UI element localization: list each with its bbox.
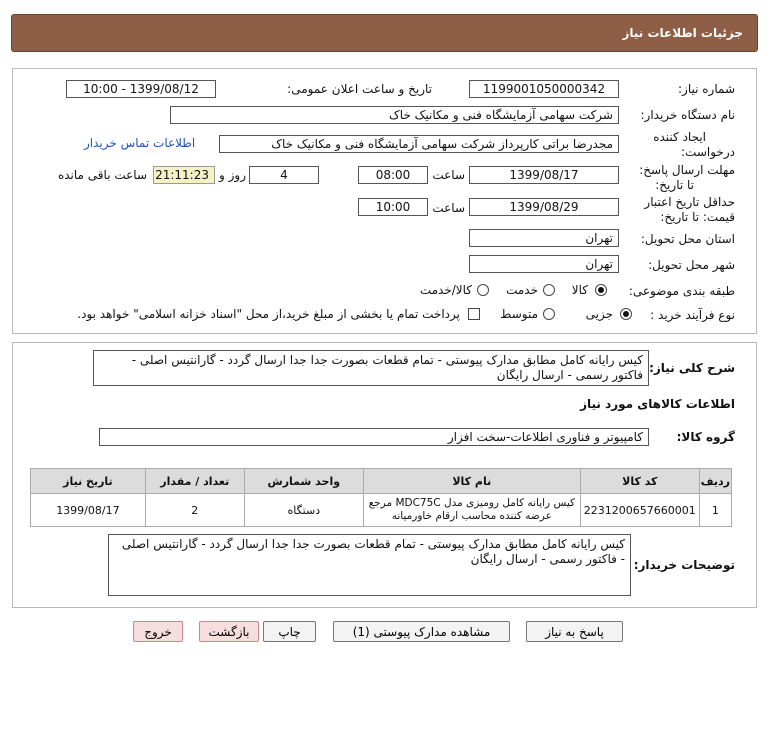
province-label: استان محل تحویل:	[640, 232, 735, 246]
remaining-time-field: 21:11:23	[153, 166, 215, 184]
announce-label: تاریخ و ساعت اعلان عمومی:	[287, 82, 432, 96]
cell-row: 1	[699, 494, 731, 527]
buyer-label: نام دستگاه خریدار:	[640, 108, 735, 122]
print-button[interactable]: چاپ	[263, 621, 316, 642]
validity-label-line1: حداقل تاریخ اعتبار	[644, 195, 735, 209]
back-button[interactable]: بازگشت	[199, 621, 259, 642]
cell-unit: دستگاه	[244, 494, 363, 527]
city-label: شهر محل تحویل:	[648, 258, 735, 272]
col-unit: واحد شمارش	[244, 469, 363, 494]
goods-group-label: گروه کالا:	[676, 430, 735, 444]
creator-label-line1: ایجاد کننده	[653, 130, 706, 144]
need-number-field: 1199001050000342	[469, 80, 619, 98]
reply-button[interactable]: پاسخ به نیاز	[526, 621, 623, 642]
deadline-time-label: ساعت	[432, 168, 465, 182]
col-row: ردیف	[699, 469, 731, 494]
exit-button[interactable]: خروج	[133, 621, 183, 642]
deadline-label-line1: مهلت ارسال پاسخ:	[639, 163, 735, 177]
table-row	[31, 494, 732, 527]
col-code: کد کالا	[580, 469, 699, 494]
creator-field: مجدرضا براتی کارپرداز شرکت سهامی آزمایشگاه فنی و مکانیک خاک	[219, 135, 619, 153]
validity-time-label: ساعت	[432, 201, 465, 215]
remaining-label: ساعت باقی مانده	[57, 168, 147, 182]
buyer-field: شرکت سهامی آزمایشگاه فنی و مکانیک خاک	[170, 106, 619, 124]
category-option-goods-service: کالا/خدمت	[419, 283, 472, 297]
category-option-goods: کالا	[571, 283, 588, 297]
col-name: نام کالا	[363, 469, 580, 494]
window-titlebar	[11, 14, 758, 52]
description-label: شرح کلی نیاز:	[649, 361, 735, 375]
treasury-payment-checkbox[interactable]	[468, 308, 480, 320]
goods-section-title: اطلاعات کالاهای مورد نیاز	[580, 397, 735, 411]
deadline-date-field: 1399/08/17	[469, 166, 619, 184]
validity-date-field: 1399/08/29	[469, 198, 619, 216]
goods-table	[30, 468, 732, 527]
treasury-payment-note: پرداخت تمام یا بخشی از مبلغ خرید،از محل "اسناد خزانه اسلامی" خواهد بود.	[77, 307, 460, 321]
creator-label-line2: درخواست:	[681, 145, 735, 159]
deadline-label-line2: تا تاریخ:	[655, 178, 694, 192]
cell-code: 2231200657660001	[580, 494, 699, 527]
city-field: تهران	[469, 255, 619, 273]
view-attachments-button[interactable]: مشاهده مدارک پیوستی (1)	[333, 621, 510, 642]
deadline-time-field: 08:00	[358, 166, 428, 184]
days-field: 4	[249, 166, 319, 184]
description-field: کیس رایانه کامل مطابق مدارک پیوستی - تمام قطعات بصورت جدا جدا ارسال گردد - گارانتیس اصلی - فاکتور رسمی - ارسال رایگان	[93, 350, 649, 386]
window-title: جزئیات اطلاعات نیاز	[622, 26, 743, 40]
announce-field: 1399/08/12 - 10:00	[66, 80, 216, 98]
days-label: روز و	[219, 168, 246, 182]
process-option-minor: جزیی	[585, 307, 613, 321]
validity-label-line2: قیمت: تا تاریخ:	[660, 210, 735, 224]
category-radio-goods-service[interactable]	[477, 284, 489, 296]
category-label: طبقه بندی موضوعی:	[628, 284, 735, 298]
goods-table-header	[31, 469, 732, 494]
province-field: تهران	[469, 229, 619, 247]
process-radio-minor[interactable]	[620, 308, 632, 320]
buyer-notes-label: توضیحات خریدار:	[633, 558, 735, 572]
cell-name: کیس رایانه کامل رومیزی مدل MDC75C مرجع عرضه کننده محاسب ارقام خاورمیانه	[363, 494, 580, 527]
process-label: نوع فرآیند خرید :	[650, 308, 735, 322]
category-option-service: خدمت	[506, 283, 538, 297]
cell-date: 1399/08/17	[31, 494, 146, 527]
validity-time-field: 10:00	[358, 198, 428, 216]
category-radio-service[interactable]	[543, 284, 555, 296]
cell-qty: 2	[145, 494, 244, 527]
buyer-notes-field: کیس رایانه کامل مطابق مدارک پیوستی - تمام قطعات بصورت جدا جدا ارسال گردد - گارانتیس اصلی - فاکتور رسمی - ارسال رایگان	[108, 534, 631, 596]
process-radio-medium[interactable]	[543, 308, 555, 320]
goods-group-field: کامپیوتر و فناوری اطلاعات-سخت افزار	[99, 428, 649, 446]
contact-buyer-link[interactable]: اطلاعات تماس خریدار	[84, 136, 196, 150]
col-date: تاریخ نیاز	[31, 469, 146, 494]
category-radio-goods[interactable]	[595, 284, 607, 296]
need-number-label: شماره نیاز:	[678, 82, 735, 96]
col-qty: تعداد / مقدار	[145, 469, 244, 494]
process-option-medium: متوسط	[500, 307, 538, 321]
